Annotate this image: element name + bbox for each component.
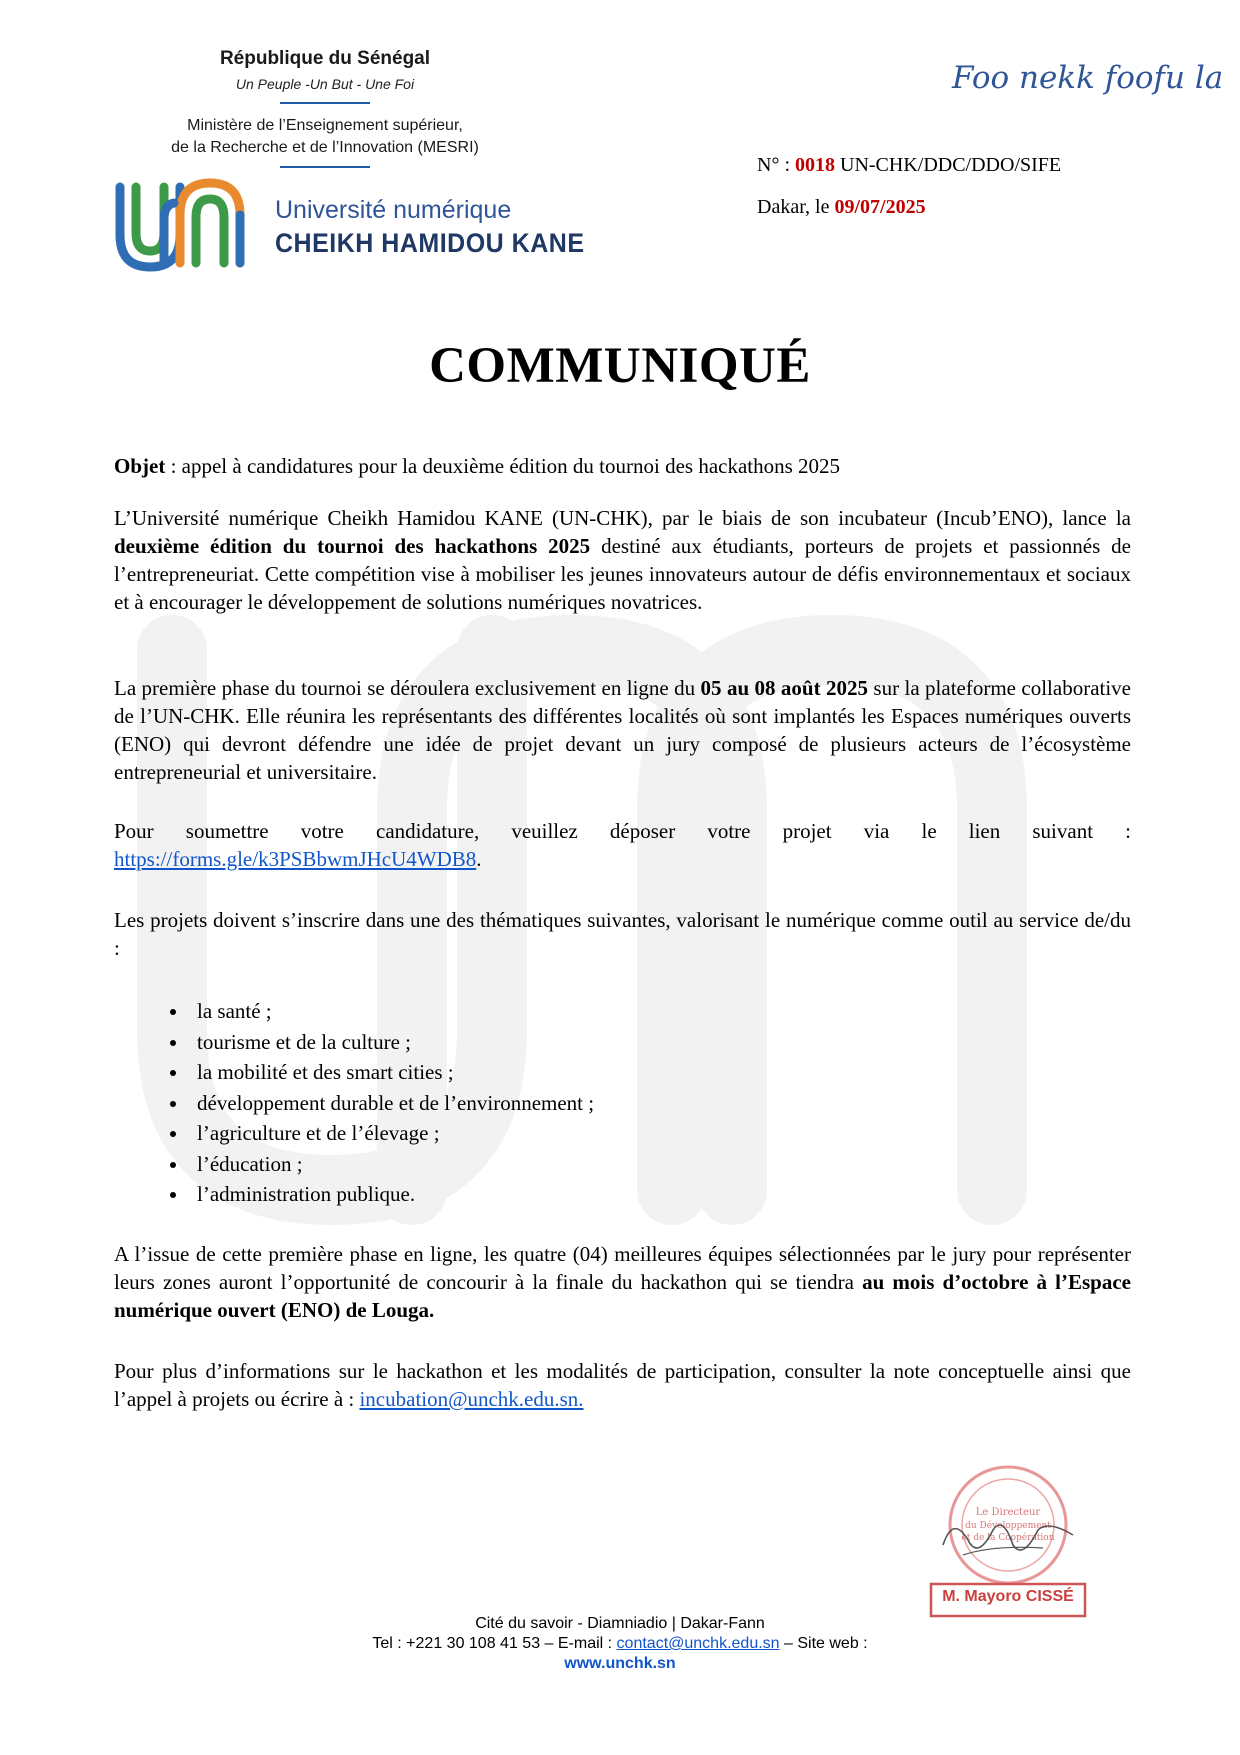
svg-text:et de la Coopération: et de la Coopération [961, 1533, 1055, 1543]
document-date [757, 196, 926, 219]
ministry-line-1: Ministère de l’Enseignement supérieur, [187, 117, 463, 134]
subject-line [114, 452, 1131, 480]
phase-text-b: sur la plateforme collaborative de l’UN-CHK. Elle réunira les représentants des différentes localités où sont implantés les Espaces numériques ouverts (ENO) qui devront défendre une idée de projet devant un jury composé de plusieurs acteurs de l’écosystème entrepreneurial et universitaire. [114, 676, 1132, 784]
application-form-link[interactable]: https://forms.gle/k3PSBbwmJHcU4WDB8 [114, 847, 477, 871]
themes-intro-text: Les projets doivent s’inscrire dans une des thématiques suivantes, valorisant le numérique comme outil au service de/du : [114, 908, 1131, 960]
footer-address: Cité du savoir - Diamniadio | Dakar-Fann [475, 1615, 765, 1632]
footer-site-label: – Site web : [779, 1635, 868, 1652]
footer-contact [0, 1634, 1240, 1654]
list-item: • la santé ; [189, 996, 889, 1027]
phase-text-a: La première phase du tournoi se déroulera exclusivement en ligne du [114, 676, 701, 700]
ministry-line-2: de la Recherche et de l’Innovation (MESRI) [171, 139, 479, 156]
reference-id: 0018 [795, 154, 835, 176]
header-divider [280, 102, 370, 104]
list-item: • l’agriculture et de l’élevage ; [189, 1118, 889, 1149]
national-motto: Un Peuple -Un But - Une Foi [235, 76, 415, 92]
reference-prefix: N° : [757, 154, 795, 176]
intro-text-a: L’Université numérique Cheikh Hamidou KANE (UN-CHK), par le biais de son incubateur (Incub’ENO), lance la [114, 506, 1131, 530]
ministry-name [110, 115, 540, 159]
university-logo [110, 175, 255, 275]
reference-code: UN-CHK/DDC/DDO/SIFE [835, 154, 1062, 176]
signatory-name: M. Mayoro CISSÉ [942, 1588, 1074, 1605]
reference-number [757, 154, 1061, 177]
paragraph-contact [114, 1357, 1131, 1413]
paragraph-submission [114, 817, 1131, 873]
list-item: • la mobilité et des smart cities ; [189, 1057, 889, 1088]
svg-text:du Développement: du Développement [965, 1521, 1051, 1531]
final-text: A l’issue de cette première phase en ligne, les quatre (04) meilleures équipes sélectionnées par le jury pour représenter leurs zones auront l’opportunité de concourir à la finale du hackathon qui se tiendra [114, 1242, 1131, 1294]
svg-text:Le Directeur: Le Directeur [975, 1507, 1041, 1518]
date-value: 09/07/2025 [834, 196, 926, 218]
intro-text-b: destiné aux étudiants, porteurs de projets et passionnés de l’entrepreneuriat. Cette compétition vise à mobiliser les jeunes innovateurs autour de défis environnementaux et sociaux et à encourager le développement de solutions numériques novatrices. [114, 534, 1131, 614]
contact-text: Pour plus d’informations sur le hackathon et les modalités de participation, consulter la note conceptuelle ainsi que l’appel à projets ou écrire à : [114, 1359, 1131, 1411]
university-name-line-1: Université numérique [275, 196, 512, 224]
header-divider [280, 166, 370, 168]
page-title: COMMUNIQUÉ [429, 338, 811, 394]
list-item: • l’éducation ; [189, 1149, 889, 1180]
list-item: • développement durable et de l’environnement ; [189, 1088, 889, 1119]
list-item: • tourisme et de la culture ; [189, 1027, 889, 1058]
submission-period: . [476, 847, 482, 871]
date-prefix: Dakar, le [757, 196, 835, 218]
submission-text: Pour soumettre votre candidature, veuillez déposer votre projet via le lien suivant : [114, 819, 1131, 843]
intro-text-bold: deuxième édition du tournoi des hackathons 2025 [114, 534, 591, 558]
paragraph-intro [114, 504, 1131, 616]
paragraph-phase-one [114, 674, 1131, 786]
subject-text: : appel à candidatures pour la deuxième édition du tournoi des hackathons 2025 [165, 454, 841, 478]
list-item: • l’administration publique. [189, 1179, 889, 1210]
subject-label: Objet [114, 454, 166, 478]
themes-list [114, 996, 889, 1210]
footer-phone: Tel : +221 30 108 41 53 – E-mail : [372, 1635, 617, 1652]
final-location: au mois d’octobre à l’Espace numérique ouvert (ENO) de Louga. [114, 1270, 1132, 1322]
phase-dates: 05 au 08 août 2025 [700, 676, 869, 700]
footer-email-link[interactable]: contact@unchk.edu.sn [616, 1635, 780, 1652]
paragraph-final [114, 1240, 1131, 1324]
country-name: République du Sénégal [219, 48, 431, 69]
incubation-email-link[interactable]: incubation@unchk.edu.sn. [359, 1387, 584, 1411]
paragraph-themes-intro [114, 906, 1131, 962]
slogan: Foo nekk foofu la [952, 60, 1224, 96]
university-name-line-2: CHEIKH HAMIDOU KANE [275, 228, 585, 259]
footer-website-link[interactable]: www.unchk.sn [564, 1655, 676, 1672]
